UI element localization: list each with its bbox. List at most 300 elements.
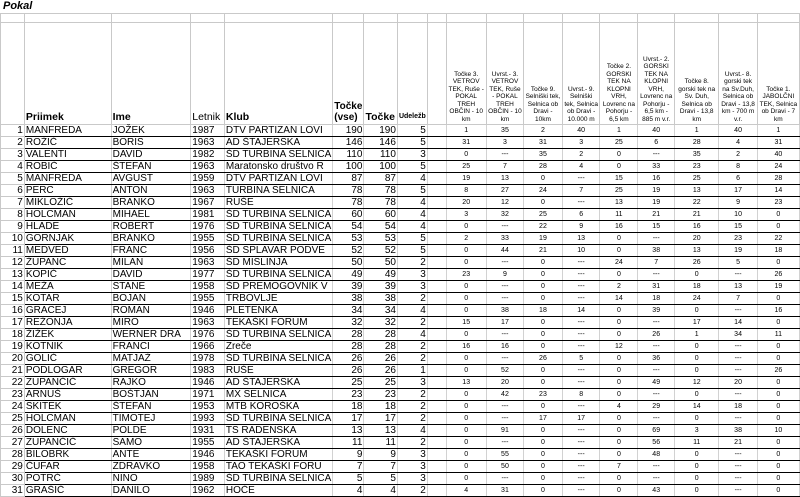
row-number[interactable]: 5 [1, 173, 25, 185]
cell-event-1[interactable]: 0 [446, 401, 486, 413]
header-event-4[interactable]: Uvrst.- 9. Selniški tek, Selnica ob Dravi - 10.000 m [562, 23, 600, 125]
cell-event-2[interactable]: 9 [486, 269, 523, 281]
cell-priimek[interactable]: KOPIČ [24, 269, 111, 281]
cell-event-7[interactable]: 1 [675, 125, 719, 137]
cell-empty[interactable] [427, 149, 446, 161]
row-number[interactable]: 2 [1, 137, 25, 149]
cell-event-1[interactable]: 31 [446, 137, 486, 149]
table-row[interactable] [1, 305, 800, 317]
cell-tocke-vse[interactable]: 53 [333, 233, 364, 245]
row-number[interactable]: 1 [1, 125, 25, 137]
cell-udelezba[interactable]: 2 [397, 293, 427, 305]
cell-event-4[interactable]: --- [562, 437, 600, 449]
cell-event-7[interactable]: 3 [675, 425, 719, 437]
cell-udelezba[interactable]: 5 [397, 233, 427, 245]
cell-tocke-vse[interactable]: 49 [333, 269, 364, 281]
cell-ime[interactable]: BRANKO [111, 197, 191, 209]
cell-ime[interactable]: NINO [111, 473, 191, 485]
cell-tocke[interactable]: 26 [364, 365, 398, 377]
cell-klub[interactable]: AD ŠTAJERSKA [224, 137, 332, 149]
cell-klub[interactable]: DTV PARTIZAN LOVI [224, 173, 332, 185]
cell-tocke-vse[interactable]: 34 [333, 305, 364, 317]
cell-priimek[interactable]: GOLIČ [24, 353, 111, 365]
cell-event-9[interactable]: 0 [757, 401, 799, 413]
cell-klub[interactable]: ŠD TURBINA SELNICA [225, 473, 332, 484]
cell-event-3[interactable]: 17 [524, 413, 563, 425]
cell-event-9[interactable]: 0 [757, 293, 799, 305]
cell-klub[interactable]: MTB KOROŠKA [224, 401, 332, 413]
cell-event-3[interactable]: 0 [524, 197, 563, 209]
cell-ime[interactable]: GREGOR [111, 365, 191, 377]
cell-event-1[interactable]: 0 [446, 461, 486, 473]
cell-event-4[interactable]: --- [562, 365, 600, 377]
cell-event-3[interactable]: 35 [524, 149, 563, 161]
cell-event-8[interactable]: --- [719, 365, 757, 377]
cell-event-2[interactable]: --- [486, 221, 523, 233]
cell-tocke-vse[interactable]: 7 [333, 461, 364, 473]
cell-event-3[interactable]: 31 [524, 137, 563, 149]
cell-ime[interactable]: DAVID [111, 149, 191, 161]
cell-event-6[interactable]: --- [638, 473, 675, 485]
cell-klub[interactable]: ŠD TURBINA SELNICA [225, 329, 332, 340]
cell-udelezba[interactable]: 2 [397, 317, 427, 329]
cell-tocke[interactable]: 52 [364, 245, 398, 257]
cell-letnik[interactable]: 1956 [191, 245, 225, 257]
cell-event-3[interactable]: 0 [524, 257, 563, 269]
cell-klub[interactable]: MX SELNICA [224, 389, 332, 401]
cell-event-5[interactable]: 0 [600, 473, 638, 485]
cell-event-2[interactable]: --- [486, 149, 523, 161]
cell-event-6[interactable]: 29 [638, 401, 675, 413]
cell-ime[interactable]: BOŠTJAN [111, 389, 191, 401]
row-number[interactable]: 6 [1, 185, 25, 197]
cell-event-1[interactable]: 0 [446, 245, 486, 257]
cell-event-3[interactable]: 0 [524, 485, 563, 497]
cell-event-7[interactable]: 13 [675, 245, 719, 257]
cell-event-9[interactable]: 40 [757, 149, 799, 161]
cell-tocke[interactable]: 190 [364, 125, 398, 137]
cell-tocke-vse[interactable]: 26 [333, 365, 364, 377]
cell-priimek[interactable]: DOLENC [24, 425, 111, 437]
row-number[interactable]: 28 [1, 449, 25, 461]
cell-udelezba[interactable]: 5 [397, 125, 427, 137]
cell-klub[interactable]: ŠD TURBINA SELNICA [225, 269, 332, 280]
cell-empty[interactable] [427, 173, 446, 185]
cell-klub[interactable]: ŠD TURBINA SELNICA [225, 413, 332, 424]
cell-priimek[interactable]: VALENTI [24, 149, 111, 161]
cell-event-2[interactable]: 91 [486, 425, 523, 437]
cell-event-7[interactable]: 20 [675, 233, 719, 245]
cell-event-7[interactable]: 0 [675, 353, 719, 365]
cell-event-1[interactable]: 0 [446, 473, 486, 485]
row-number[interactable]: 31 [1, 485, 25, 497]
cell-event-2[interactable]: 42 [486, 389, 523, 401]
cell-event-6[interactable]: 15 [638, 221, 675, 233]
cell-event-5[interactable]: 7 [600, 461, 638, 473]
cell-event-1[interactable]: 16 [446, 341, 486, 353]
cell-ime[interactable]: MIRO [111, 317, 191, 329]
cell-event-9[interactable]: 28 [757, 173, 799, 185]
cell-priimek[interactable]: SKITEK [24, 401, 111, 413]
cell-udelezba[interactable]: 4 [397, 209, 427, 221]
header-priimek[interactable]: Priimek [24, 23, 111, 125]
cell-event-2[interactable]: --- [486, 293, 523, 305]
cell-event-4[interactable]: --- [562, 461, 600, 473]
cell-event-9[interactable]: 24 [757, 161, 799, 173]
table-row[interactable] [1, 449, 800, 461]
cell-tocke[interactable]: 38 [364, 293, 398, 305]
cell-event-6[interactable]: 56 [638, 437, 675, 449]
cell-ime[interactable]: ANTON [111, 185, 191, 197]
cell-priimek[interactable]: MIKLOŽIČ [24, 197, 111, 209]
cell-tocke[interactable]: 78 [364, 185, 398, 197]
table-row[interactable] [1, 137, 800, 149]
cell-event-3[interactable]: 0 [524, 281, 563, 293]
table-row[interactable] [1, 245, 800, 257]
cell-empty[interactable] [427, 161, 446, 173]
cell-tocke-vse[interactable]: 39 [333, 281, 364, 293]
cell-letnik[interactable]: 1981 [191, 209, 225, 221]
row-number[interactable]: 8 [1, 209, 25, 221]
cell-ime[interactable]: DANILO [111, 485, 191, 497]
cell-event-9[interactable]: 19 [757, 281, 799, 293]
cell-event-7[interactable]: 0 [675, 449, 719, 461]
cell-empty[interactable] [427, 437, 446, 449]
cell-event-7[interactable]: 28 [675, 137, 719, 149]
cell-event-5[interactable]: 0 [600, 437, 638, 449]
cell-event-5[interactable]: 13 [600, 197, 638, 209]
cell-event-2[interactable]: --- [486, 329, 523, 341]
cell-priimek[interactable]: MANFREDA [24, 173, 111, 185]
cell-empty[interactable] [427, 281, 446, 293]
cell-tocke[interactable]: 11 [364, 437, 398, 449]
cell-priimek[interactable]: ZUPANČIČ [24, 437, 111, 449]
cell-udelezba[interactable]: 4 [397, 197, 427, 209]
cell-letnik[interactable]: 1946 [191, 305, 225, 317]
cell-event-7[interactable]: 0 [675, 341, 719, 353]
cell-event-1[interactable]: 0 [446, 281, 486, 293]
cell-tocke[interactable]: 110 [364, 149, 398, 161]
cell-event-8[interactable]: --- [719, 305, 757, 317]
cell-udelezba[interactable]: 4 [397, 329, 427, 341]
cell-tocke[interactable]: 5 [364, 473, 398, 485]
cell-event-2[interactable]: 32 [486, 209, 523, 221]
cell-letnik[interactable]: 1993 [191, 413, 225, 425]
cell-letnik[interactable]: 1966 [191, 341, 225, 353]
cell-tocke[interactable]: 60 [364, 209, 398, 221]
cell-event-8[interactable]: --- [719, 413, 757, 425]
cell-tocke-vse[interactable]: 146 [333, 137, 364, 149]
cell-event-3[interactable]: 21 [524, 245, 563, 257]
cell-event-5[interactable]: 0 [600, 245, 638, 257]
cell-event-7[interactable]: 0 [675, 269, 719, 281]
header-tocke[interactable]: Točke [364, 23, 398, 125]
row-number[interactable]: 4 [1, 161, 25, 173]
cell-empty[interactable] [427, 485, 446, 497]
cell-event-1[interactable]: 2 [446, 233, 486, 245]
row-number[interactable]: 11 [1, 245, 25, 257]
row-number[interactable]: 10 [1, 233, 25, 245]
cell-event-2[interactable]: --- [486, 401, 523, 413]
cell-empty[interactable] [427, 425, 446, 437]
row-number[interactable]: 16 [1, 305, 25, 317]
cell-event-2[interactable]: 12 [486, 197, 523, 209]
cell-empty[interactable] [427, 137, 446, 149]
cell-ime[interactable]: ROMAN [111, 305, 191, 317]
cell-event-7[interactable]: 11 [675, 437, 719, 449]
table-row[interactable] [1, 341, 800, 353]
cell-ime[interactable]: STANE [111, 281, 191, 293]
cell-klub[interactable]: DTV PARTIZAN LOVI [224, 125, 332, 137]
cell-event-6[interactable]: 48 [638, 449, 675, 461]
cell-ime[interactable]: BRANKO [111, 233, 191, 245]
cell-tocke-vse[interactable]: 110 [333, 149, 364, 161]
header-event-3[interactable]: Točke 9. Selniški tek, Selnica ob Dravi - 10km [524, 23, 563, 125]
cell-event-9[interactable]: 11 [757, 329, 799, 341]
cell-event-2[interactable]: 55 [486, 449, 523, 461]
cell-event-1[interactable]: 4 [446, 485, 486, 497]
cell-event-7[interactable]: 23 [675, 161, 719, 173]
cell-event-8[interactable]: 21 [719, 437, 757, 449]
cell-event-6[interactable]: --- [638, 149, 675, 161]
table-row[interactable] [1, 317, 800, 329]
cell-priimek[interactable]: HLADE [24, 221, 111, 233]
cell-event-9[interactable]: 0 [757, 257, 799, 269]
table-row[interactable] [1, 149, 800, 161]
cell-event-6[interactable]: --- [638, 365, 675, 377]
cell-empty[interactable] [427, 233, 446, 245]
cell-event-3[interactable]: 22 [524, 221, 563, 233]
table-row[interactable] [1, 353, 800, 365]
cell-tocke[interactable]: 17 [364, 413, 398, 425]
cell-event-2[interactable]: 13 [486, 173, 523, 185]
cell-tocke[interactable]: 23 [364, 389, 398, 401]
cell-letnik[interactable]: 1955 [191, 437, 225, 449]
cell-klub[interactable]: TAO TEKAŠKI FORU [224, 461, 332, 473]
cell-event-6[interactable]: 7 [638, 257, 675, 269]
cell-event-5[interactable]: 12 [600, 341, 638, 353]
cell-event-9[interactable]: 10 [757, 425, 799, 437]
cell-letnik[interactable]: 1955 [191, 293, 225, 305]
cell-event-7[interactable]: 0 [675, 413, 719, 425]
cell-ime[interactable]: FRANC [111, 245, 191, 257]
cell-letnik[interactable]: 1963 [191, 185, 225, 197]
cell-event-6[interactable]: 19 [638, 197, 675, 209]
cell-event-6[interactable]: 39 [638, 305, 675, 317]
cell-event-5[interactable]: 11 [600, 209, 638, 221]
cell-event-6[interactable]: 26 [638, 329, 675, 341]
cell-event-4[interactable]: 17 [562, 413, 600, 425]
cell-tocke[interactable]: 100 [364, 161, 398, 173]
cell-event-4[interactable]: --- [562, 281, 600, 293]
cell-event-6[interactable]: 16 [638, 173, 675, 185]
cell-klub[interactable]: ŠD TURBINA SELNICA [225, 353, 332, 364]
cell-priimek[interactable]: REŽONJA [24, 317, 111, 329]
table-row[interactable] [1, 293, 800, 305]
cell-event-1[interactable]: 0 [446, 425, 486, 437]
cell-klub[interactable]: ŠD TURBINA SELNICA [225, 221, 332, 232]
cell-event-5[interactable]: 0 [600, 149, 638, 161]
cell-empty[interactable] [427, 365, 446, 377]
cell-letnik[interactable]: 1953 [191, 401, 225, 413]
cell-priimek[interactable]: GRACEJ [24, 305, 111, 317]
row-number[interactable]: 25 [1, 413, 25, 425]
cell-event-9[interactable]: 0 [757, 389, 799, 401]
cell-udelezba[interactable]: 4 [397, 221, 427, 233]
cell-event-8[interactable]: 6 [719, 173, 757, 185]
cell-tocke-vse[interactable]: 50 [333, 257, 364, 269]
cell-event-9[interactable]: 0 [757, 353, 799, 365]
cell-ime[interactable]: BOJAN [111, 293, 191, 305]
cell-klub[interactable]: ŠD PREMOGOVNIK V [224, 281, 332, 293]
cell-event-4[interactable]: 2 [562, 149, 600, 161]
cell-event-4[interactable]: --- [562, 449, 600, 461]
cell-event-6[interactable]: 69 [638, 425, 675, 437]
cell-event-5[interactable]: 24 [600, 257, 638, 269]
cell-ime[interactable]: ŠTEFAN [111, 161, 191, 173]
cell-letnik[interactable]: 1963 [191, 137, 225, 149]
cell-udelezba[interactable]: 2 [397, 413, 427, 425]
row-number[interactable]: 27 [1, 437, 25, 449]
cell-event-3[interactable]: 23 [524, 389, 563, 401]
cell-tocke-vse[interactable]: 26 [333, 353, 364, 365]
cell-tocke-vse[interactable]: 17 [333, 413, 364, 425]
cell-event-9[interactable]: 0 [757, 341, 799, 353]
cell-tocke[interactable]: 54 [364, 221, 398, 233]
cell-event-4[interactable]: --- [562, 401, 600, 413]
cell-event-4[interactable]: --- [562, 485, 600, 497]
table-row[interactable] [1, 161, 800, 173]
cell-event-2[interactable]: --- [486, 473, 523, 485]
row-number[interactable]: 30 [1, 473, 25, 485]
cell-event-2[interactable]: 35 [486, 125, 523, 137]
cell-klub[interactable]: ŠD TURBINA SELNICA [225, 209, 332, 220]
cell-empty[interactable] [427, 305, 446, 317]
cell-event-8[interactable]: 34 [719, 329, 757, 341]
cell-tocke[interactable]: 50 [364, 257, 398, 269]
cell-event-9[interactable]: 22 [757, 233, 799, 245]
cell-event-8[interactable]: --- [719, 341, 757, 353]
cell-udelezba[interactable]: 2 [397, 341, 427, 353]
cell-event-3[interactable]: 0 [524, 437, 563, 449]
cell-event-1[interactable]: 0 [446, 257, 486, 269]
cell-tocke-vse[interactable]: 78 [333, 185, 364, 197]
cell-event-8[interactable]: 5 [719, 257, 757, 269]
cell-tocke-vse[interactable]: 54 [333, 221, 364, 233]
table-row[interactable] [1, 389, 800, 401]
cell-tocke-vse[interactable]: 25 [333, 377, 364, 389]
cell-event-5[interactable]: 0 [600, 413, 638, 425]
cell-event-4[interactable]: --- [562, 257, 600, 269]
cell-empty[interactable] [427, 125, 446, 137]
cell-event-9[interactable]: 0 [757, 449, 799, 461]
cell-event-3[interactable]: 28 [524, 161, 563, 173]
cell-event-9[interactable]: 14 [757, 185, 799, 197]
cell-priimek[interactable]: POTRČ [24, 473, 111, 485]
cell-tocke[interactable]: 28 [364, 341, 398, 353]
cell-event-2[interactable]: --- [486, 437, 523, 449]
cell-event-8[interactable]: 15 [719, 221, 757, 233]
cell-event-9[interactable]: 26 [757, 269, 799, 281]
cell-ime[interactable]: SAMO [111, 437, 191, 449]
cell-priimek[interactable]: BILOBRK [24, 449, 111, 461]
cell-priimek[interactable]: ŽUPANC [24, 257, 111, 269]
row-number[interactable]: 13 [1, 269, 25, 281]
header-tocke-vse[interactable]: Točke (vse) [333, 23, 364, 125]
cell-letnik[interactable]: 1931 [191, 425, 225, 437]
cell-priimek[interactable]: KOTNIK [24, 341, 111, 353]
cell-event-6[interactable]: --- [638, 413, 675, 425]
cell-event-2[interactable]: 20 [486, 377, 523, 389]
cell-event-1[interactable]: 0 [446, 329, 486, 341]
cell-letnik[interactable]: 1976 [191, 221, 225, 233]
cell-event-3[interactable]: 0 [524, 341, 563, 353]
cell-priimek[interactable]: ROBIČ [24, 161, 111, 173]
cell-event-1[interactable]: 0 [446, 149, 486, 161]
cell-event-6[interactable]: --- [638, 269, 675, 281]
cell-event-2[interactable]: 50 [486, 461, 523, 473]
row-number[interactable]: 14 [1, 281, 25, 293]
cell-event-4[interactable]: --- [562, 173, 600, 185]
cell-letnik[interactable]: 1955 [191, 233, 225, 245]
cell-event-7[interactable]: 24 [675, 293, 719, 305]
cell-event-6[interactable]: --- [638, 341, 675, 353]
cell-empty[interactable] [427, 185, 446, 197]
cell-event-3[interactable]: 18 [524, 305, 563, 317]
cell-event-5[interactable]: 0 [600, 425, 638, 437]
header-event-1[interactable]: Točke 3. VETROV TEK, Ruše - POKAL TREH OBČIN - 10 km [446, 23, 486, 125]
cell-event-1[interactable]: 3 [446, 209, 486, 221]
cell-event-4[interactable]: 40 [562, 125, 600, 137]
cell-empty[interactable] [427, 401, 446, 413]
cell-tocke-vse[interactable]: 28 [333, 341, 364, 353]
cell-event-4[interactable]: 6 [562, 209, 600, 221]
cell-event-1[interactable]: 23 [446, 269, 486, 281]
cell-event-8[interactable]: --- [719, 473, 757, 485]
cell-event-8[interactable]: 14 [719, 317, 757, 329]
cell-event-4[interactable]: 3 [562, 137, 600, 149]
cell-event-1[interactable]: 0 [446, 437, 486, 449]
cell-event-9[interactable]: 0 [757, 461, 799, 473]
cell-event-7[interactable]: 0 [675, 305, 719, 317]
cell-tocke-vse[interactable]: 28 [333, 329, 364, 341]
cell-event-7[interactable]: 0 [675, 485, 719, 497]
cell-event-7[interactable]: 12 [675, 377, 719, 389]
header-klub[interactable]: Klub [224, 23, 332, 125]
cell-tocke[interactable]: 87 [364, 173, 398, 185]
cell-klub[interactable]: ŠD SPLAVAR PODVE [224, 245, 332, 257]
cell-empty[interactable] [427, 329, 446, 341]
cell-event-2[interactable]: 3 [486, 137, 523, 149]
cell-event-7[interactable]: 17 [675, 317, 719, 329]
cell-event-9[interactable]: 0 [757, 413, 799, 425]
cell-ime[interactable]: MILAN [111, 257, 191, 269]
cell-udelezba[interactable]: 4 [397, 425, 427, 437]
table-row[interactable] [1, 461, 800, 473]
cell-event-2[interactable]: 38 [486, 305, 523, 317]
cell-letnik[interactable]: 1958 [191, 281, 225, 293]
table-row[interactable] [1, 329, 800, 341]
row-number[interactable]: 12 [1, 257, 25, 269]
cell-event-8[interactable]: --- [719, 485, 757, 497]
cell-event-7[interactable]: 16 [675, 221, 719, 233]
cell-event-9[interactable]: 0 [757, 473, 799, 485]
cell-ime[interactable]: ANTE [111, 449, 191, 461]
cell-klub[interactable]: AD ŠTAJERSKA [224, 377, 332, 389]
cell-priimek[interactable]: PODLOGAR [24, 365, 111, 377]
cell-event-3[interactable]: 0 [524, 269, 563, 281]
cell-ime[interactable]: DAVID [111, 269, 191, 281]
